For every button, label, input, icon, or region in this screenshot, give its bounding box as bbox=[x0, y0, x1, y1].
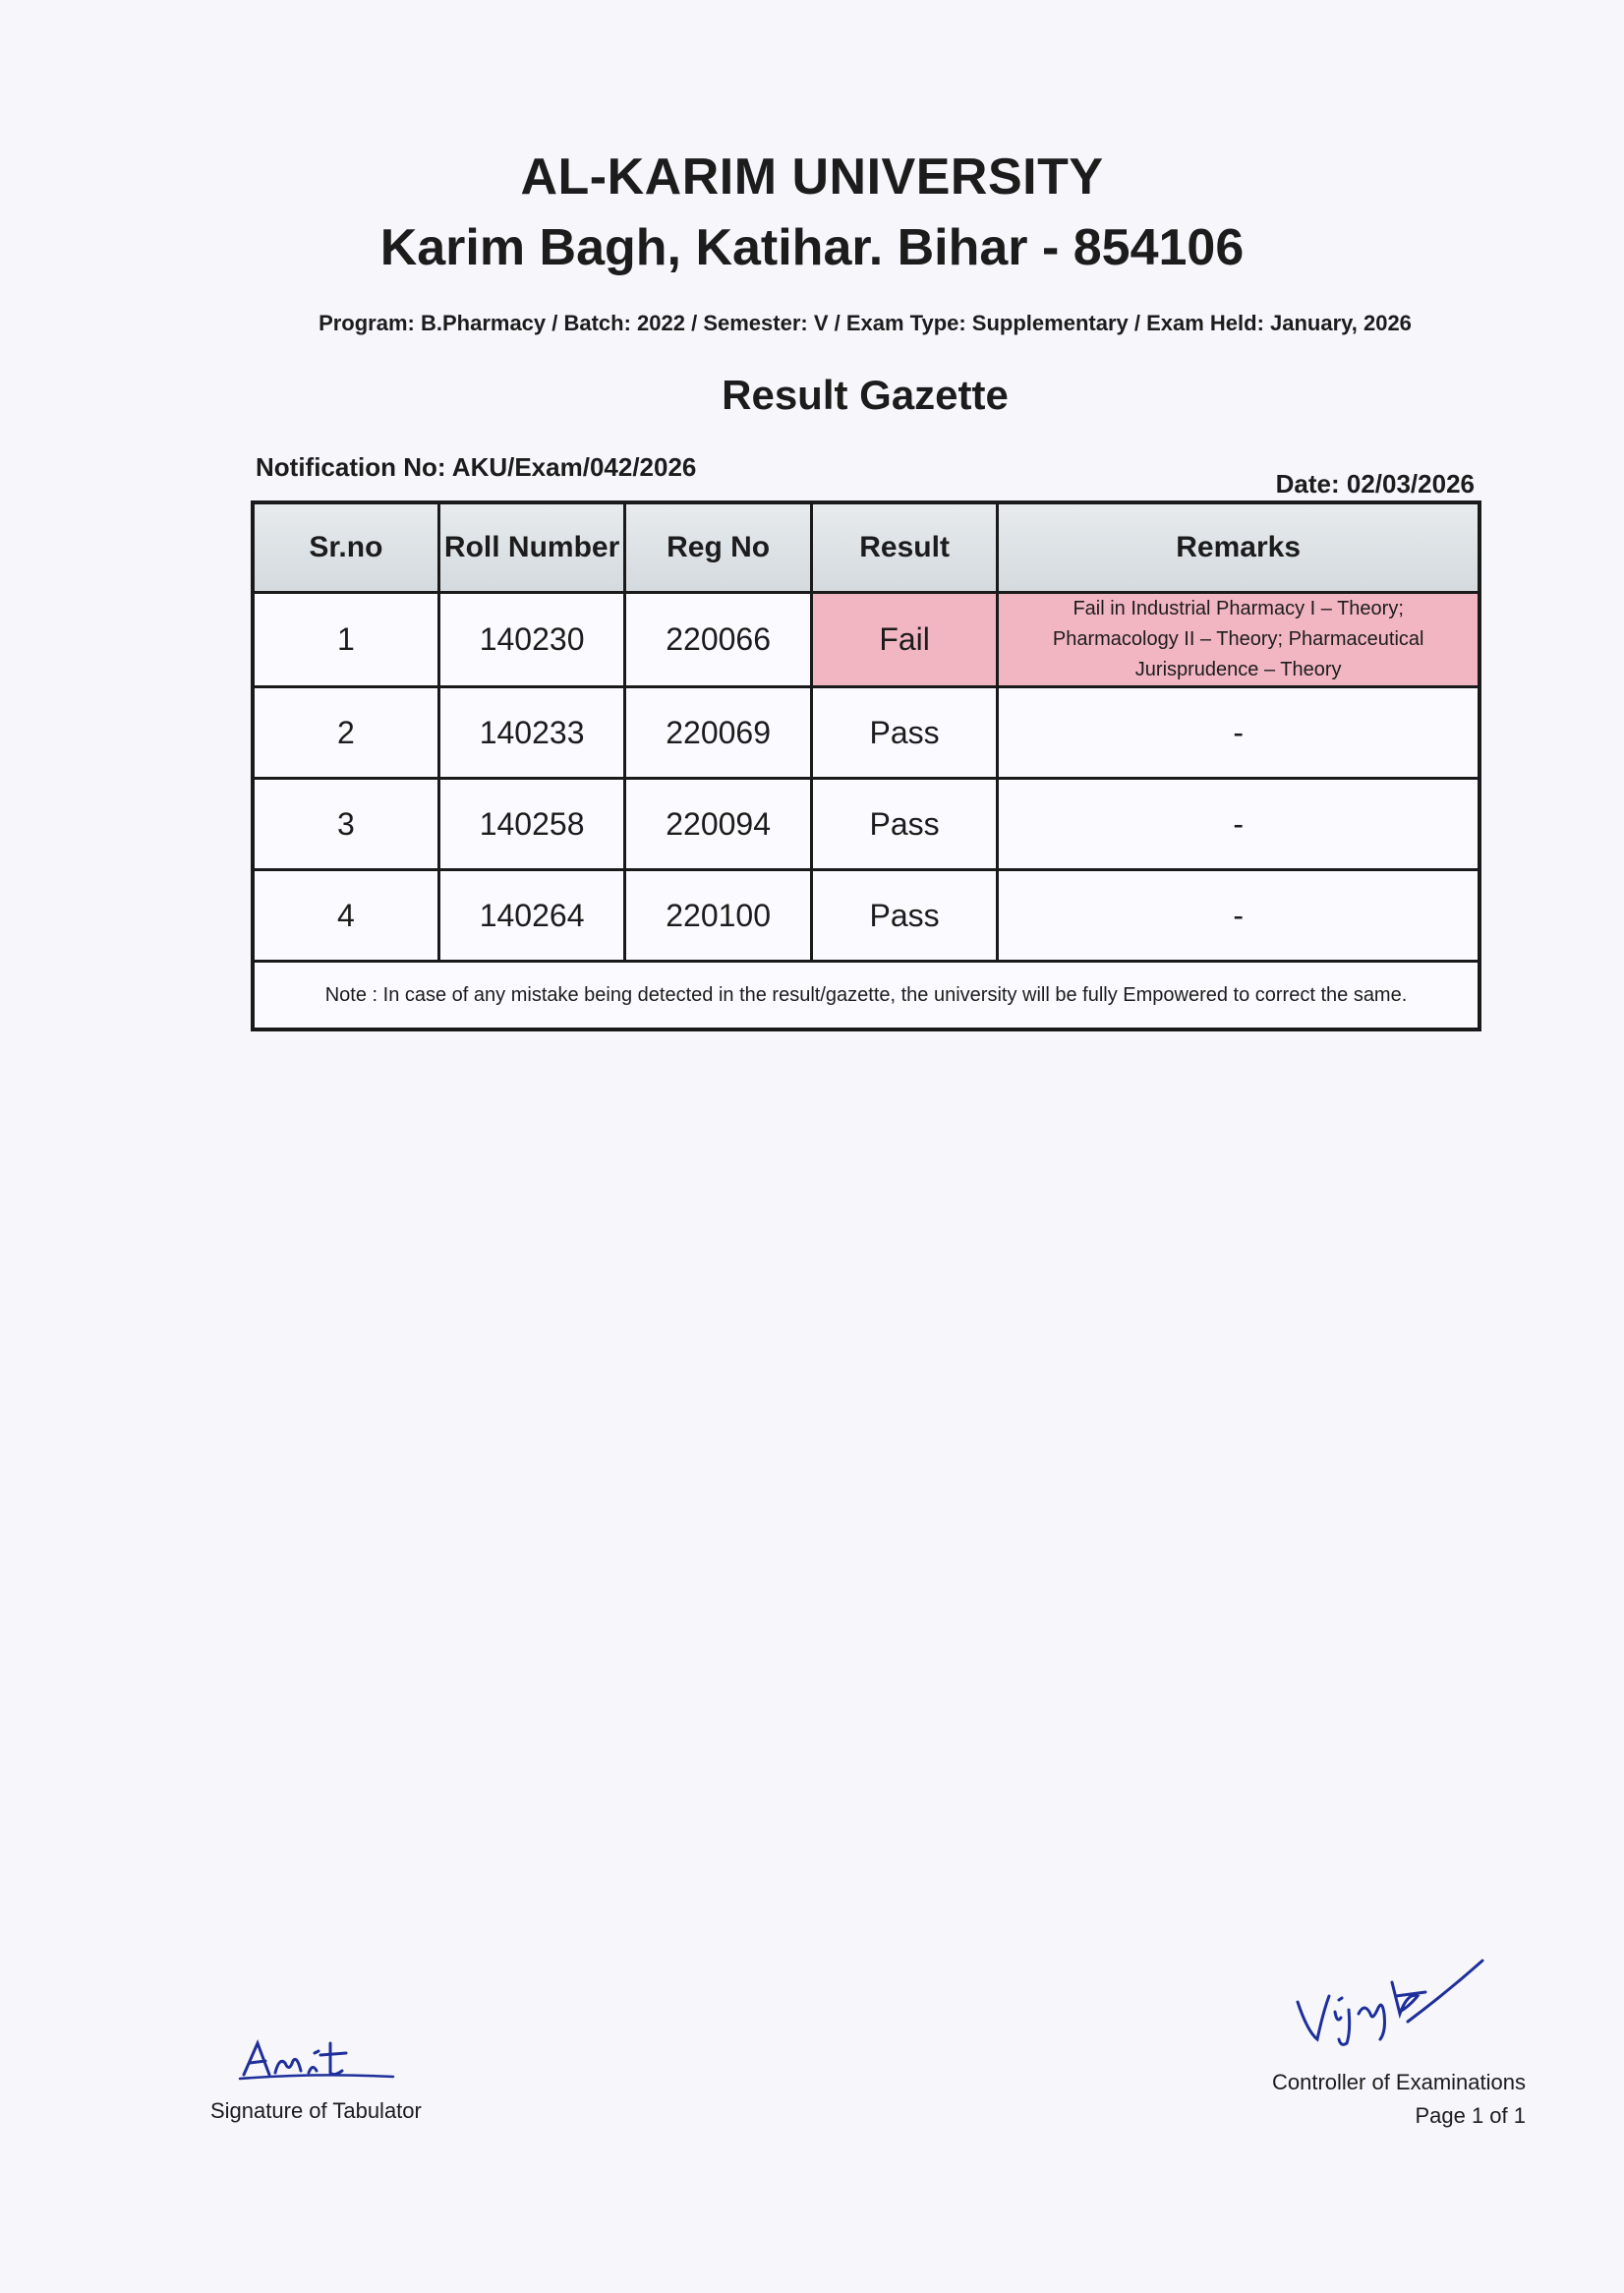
result-table bbox=[251, 500, 1481, 1031]
sr-no-cell: 3 bbox=[253, 779, 438, 870]
sr-no-cell: 1 bbox=[253, 593, 438, 687]
notification-number: Notification No: AKU/Exam/042/2026 bbox=[256, 452, 697, 482]
table-row bbox=[253, 870, 1479, 962]
column-header-result: Result bbox=[811, 502, 997, 593]
tabulator-label: Signature of Tabulator bbox=[210, 2098, 422, 2123]
reg-no-cell: 220100 bbox=[625, 870, 812, 962]
university-address: Karim Bagh, Katihar. Bihar - 854106 bbox=[379, 219, 1245, 276]
roll-number-cell: 140233 bbox=[438, 687, 625, 779]
table-row bbox=[253, 779, 1479, 870]
column-header-reg-no: Reg No bbox=[625, 502, 812, 593]
remarks-cell: - bbox=[998, 870, 1479, 962]
remarks-cell: Fail in Industrial Pharmacy I – Theory; Pharmacology II – Theory; Pharmaceutical Jurisprudence – Theory bbox=[998, 593, 1479, 687]
correction-note: Note : In case of any mistake being detected in the result/gazette, the university will be fully Empowered to correct the same. bbox=[253, 962, 1479, 1030]
result-cell: Pass bbox=[811, 870, 997, 962]
controller-signature bbox=[1290, 1953, 1486, 2047]
gazette-title: Result Gazette bbox=[722, 372, 1009, 418]
table-row bbox=[253, 593, 1479, 687]
roll-number-cell: 140264 bbox=[438, 870, 625, 962]
page-number: Page 1 of 1 bbox=[1415, 2103, 1526, 2128]
table-header-row bbox=[253, 502, 1479, 593]
table-row bbox=[253, 687, 1479, 779]
roll-number-cell: 140230 bbox=[438, 593, 625, 687]
notification-date: Date: 02/03/2026 bbox=[1275, 469, 1475, 499]
reg-no-cell: 220094 bbox=[625, 779, 812, 870]
column-header-remarks: Remarks bbox=[998, 502, 1479, 593]
column-header-sr-no: Sr.no bbox=[253, 502, 438, 593]
program-details: Program: B.Pharmacy / Batch: 2022 / Semester: V / Exam Type: Supplementary / Exam Held: January, 2026 bbox=[319, 311, 1412, 335]
remarks-cell: - bbox=[998, 687, 1479, 779]
column-header-roll-number: Roll Number bbox=[438, 502, 625, 593]
reg-no-cell: 220066 bbox=[625, 593, 812, 687]
result-cell: Pass bbox=[811, 687, 997, 779]
controller-label: Controller of Examinations bbox=[1271, 2070, 1526, 2094]
university-name: AL-KARIM UNIVERSITY bbox=[520, 148, 1104, 206]
note-row bbox=[253, 962, 1479, 1030]
remarks-cell: - bbox=[998, 779, 1479, 870]
reg-no-cell: 220069 bbox=[625, 687, 812, 779]
result-cell: Fail bbox=[811, 593, 997, 687]
result-cell: Pass bbox=[811, 779, 997, 870]
sr-no-cell: 2 bbox=[253, 687, 438, 779]
sr-no-cell: 4 bbox=[253, 870, 438, 962]
roll-number-cell: 140258 bbox=[438, 779, 625, 870]
tabulator-signature bbox=[236, 2033, 403, 2083]
